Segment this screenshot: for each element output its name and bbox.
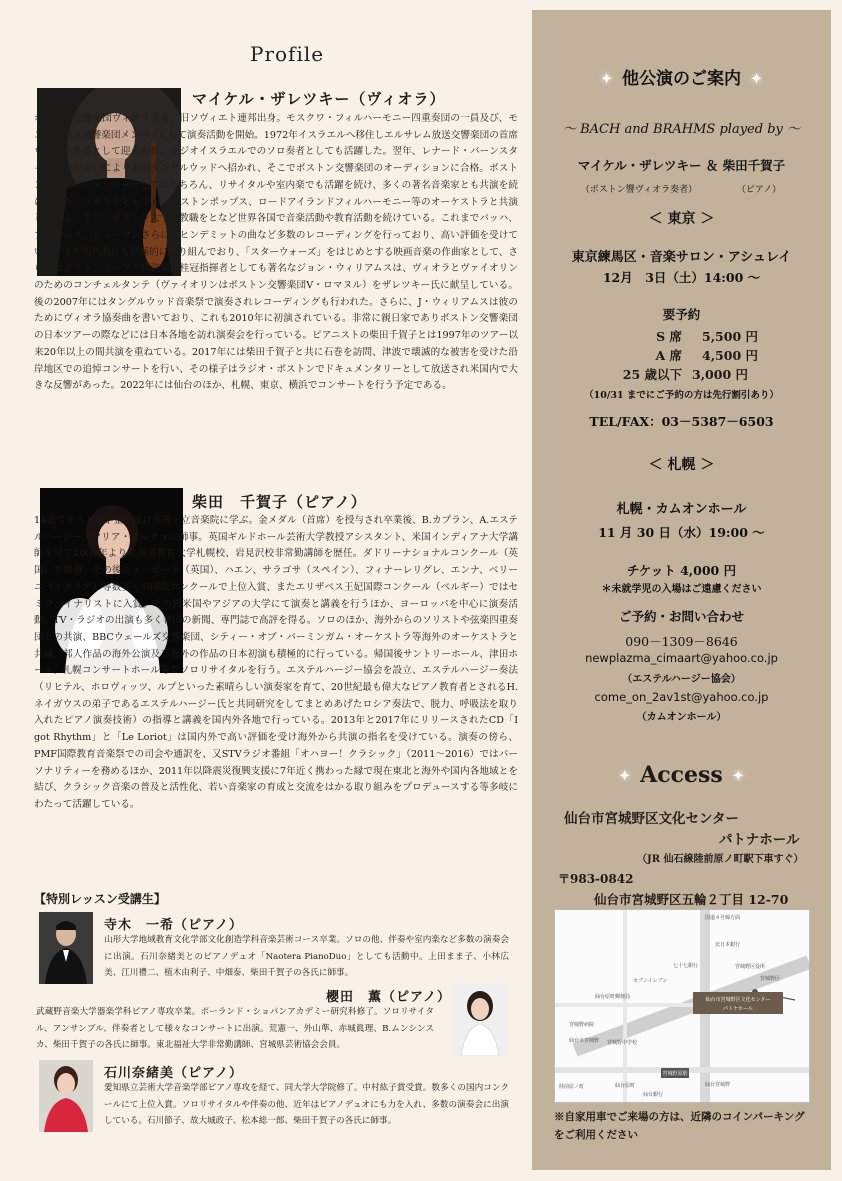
s-label: S 席 [656, 329, 682, 344]
s-price: 5,500 円 [702, 329, 758, 344]
student2-name: 櫻田 薫（ピアノ） [326, 990, 451, 1005]
map-station: 宮城野原駅 [662, 1071, 688, 1077]
map-fire: 仙台宮城野 [705, 1082, 731, 1088]
performer2-role: （ピアノ） [736, 185, 782, 195]
tokyo-tel: TEL/FAX：03－5387－6503 [589, 414, 774, 429]
access-address: 仙台市宮城野区五輪２丁目 12-70 [594, 892, 789, 907]
concert-subtitle: ～ BACH and BRAHMS played by ～ [562, 122, 800, 137]
tokyo-price-a [622, 346, 782, 364]
left-column [30, 0, 527, 1170]
u25-label: 25 歳以下 [622, 367, 682, 382]
tokyo-city: ＜ 東京 ＞ [648, 211, 715, 227]
tokyo-price-s [622, 327, 782, 345]
map-north-bank: 北日本銀行 [715, 942, 741, 948]
sparkle-icon: ✦ [732, 768, 744, 784]
sapporo-ticket-note: ＊未就学児の入場はご遠慮ください [601, 584, 762, 595]
a-price: 4,500 円 [702, 348, 758, 363]
map-center-line1: 仙台市宮城野区文化センター [705, 997, 771, 1003]
map-route45: 国道４号線方面 [705, 915, 741, 921]
access-venue2: パトナホール [719, 832, 800, 848]
contact-phone[interactable]: 090－1309－8646 [625, 634, 738, 649]
student1-bio: 山形大学地域教育文化学部文化創造学科音楽芸術コース卒業。ソロの他、伴奏や室内楽など多数の演奏会に出演。石川奈緒美とのピアノデュオ「Naotera PianoDuo」としても活動中。上田まま子、小林広美、江川禮二、植木由利子、中畑泰、柴田千賀子の各氏に師事。 [104, 935, 509, 978]
contact-email1-org: （エステルハージー協会） [622, 674, 741, 685]
performer-roles [532, 177, 831, 196]
profile-title: Profile [250, 42, 325, 66]
teraki-portrait-image [39, 912, 93, 984]
sparkle-icon: ✦ [751, 72, 762, 87]
contact-heading: ご予約・お問い合わせ [618, 609, 744, 624]
map-post: 仙台原町郵便局 [595, 994, 631, 1000]
artist2-bio: 14歳でリスト奨学金を受け英国王立音楽院に学ぶ。金メダル（首席）を授与され卒業後、B.カプラン、A.エステルハージー、マリア・クルチョに師事。英国ギルドホール芸術大学教授アシスタント、米国インディアナ大学講師を経て2000年より北海道教育大学札幌校、岩見沢校非常勤講師を歴任。ダドリーナショナルコンクール（英国）で優勝、その後ニューポート（英国）、ハエン、サラゴサ（スペイン）、フィナーレリグレ、エンナ、ベリーニ（イタリア）等数多くの国際コンクールで上位入賞、またエリザベス王妃国際コンクール（ベルギー）ではセミファイナリストに入賞。その間米国やアジアの大学にて演奏と講義を行うほか、ヨーロッパを中心に演奏活動、TV・ラジオの出演も多く各国の新聞、専門誌で高評を得る。ソロのほか、海外からのソリストや弦楽四重奏団との共演、BBCウェールズ交響楽団、シティー・オブ・バーミンガム・オーケストラ等海外のオーケストラと共演、邦人作品の海外公演及び海外の作品の日本初演も積極的に行っている。帰国後サントリーホール、津田ホール、札幌コンサートホール等でソロリサイタルを行う。エステルハージー協会を設立、エステルハージー奏法（リヒテル、ホロヴィッツ、ルプといった素晴らしい演奏家を育て、20世紀最も偉大なピアノ教育者とされるH.ネイガウスの弟子であるエステルハージー氏と共同研究をしてまとめあげたロシア奏法で、脱力、呼吸法を取り入れたピアノ演奏技術）の指導と講義を国内外各地で行っている。2013年と2017年にリリースされたCD「I got Rhythm」と「Le Loriot」は国内外で高い評価を受け海外から共演の指名を受けている。演奏の傍ら、PMF国際教育音楽祭での司会や通訳を、又STVラジオ番組「オハヨー！クラシック」（2011～2016）ではパーソナリティーを務めるほか、2011年以降震災復興支援に7年近く携わった縁で現在東北と海外や国内各地域とを結び、クラシック音楽の普及と活性化、若い音楽家の育成と交流をはかる取り組みをプロデュースする等多岐にわたって活躍している。 [34, 515, 518, 810]
ishikawa-photo [39, 1060, 93, 1132]
u25-price: 3,000 円 [692, 367, 748, 382]
a-label: A 席 [655, 348, 682, 363]
access-map [554, 909, 810, 1103]
map-center-line2: パトナホール [723, 1006, 753, 1012]
artist2-name: 柴田 千賀子（ピアノ） [192, 493, 367, 511]
map-jhs: 宮城野中学校 [607, 1040, 638, 1046]
tokyo-price-u25 [622, 365, 802, 383]
performer1-role: （ボストン響ヴィオラ奏者） [580, 185, 698, 195]
performers: マイケル・ザレツキー ＆ 柴田千賀子 [577, 158, 786, 173]
tokyo-early-discount: （10/31 までにご予約の方は先行割引あり） [584, 390, 779, 401]
teraki-photo [39, 912, 93, 984]
map-seven: セブンイレブン [633, 978, 668, 984]
artist1-bio: ボストン交響楽団ヴィオラ奏者。旧ソヴィエト連邦出身。モスクワ・フィルハーモニー四重奏団の一員及び、モスクワ放送交響楽団メンバーとして演奏活動を開始。1972年イスラエルへ移住しエルサレム放送交響楽団の首席ヴィオラ奏者として迎えられ、ラジオイスラエルでのソロ奏者としても活躍した。翌年、レナード・バーンスタインとの出会いにより米国タングルウッドへ招かれ、そこでボストン交響楽団のオーディションに合格。ボストン交響楽団のメンバーとしてはもちろん、リサイタルや室内楽でも活躍を続け、多くの著名音楽家とも共演を続けてきた。ソリストとしても、ボストンポップス、ロードアイランドフィルハーモニー等のオーケストラと共演している。また、ボストン大学で教職をとなど世界各国で音楽活動や教育活動を続けている。これまでバッハ、ブラームス、シューマンさらにはヒンデミットの曲など多数のレコーディングを行っており、高い評価を受けている。また現代曲にも積極的に取り組んでおり、「スターウォーズ」をはじめとする映画音楽の作曲家として、さらにはボストンポップス管弦楽団桂冠指揮者としても著名なジョン・ウィリアムスは、ヴィオラとヴァイオリンのためのコンチェルタンテ（ヴァイオリンはボストン交響楽団V・ロマヌル）をザレツキー氏に献呈している。後の2007年にはタングルウッド音楽祭で演奏されレコーディングも行われた。さらに、J・ウィリアムスは彼のためにヴィオラ協奏曲を書いており、これも2010年に初演されている。非常に親日家でありボストン交響楽団の日本ツアーの際などには日本各地を訪れ演奏会を行っている。ピアニストの柴田千賀子とは1997年のツアー以来20年以上の間共演を重ねている。2017年には柴田千賀子と共に石巻を訪問、津波で壊滅的な被害を受けた沿岸地区での追悼コンサートを行い、その様子はラジオ・ボストンでドキュメンタリーとして放送され米国内で大きな反響があった。2022年には仙台のほか、札幌、東京、横浜でコンサートを行う予定である。 [34, 113, 518, 392]
other-concerts-title: 他公演のご案内 [622, 69, 741, 89]
sapporo-venue: 札幌・カムオンホール [616, 502, 747, 517]
map-park: 仙台市宮城野 [569, 1038, 600, 1044]
map-77bank: 七十七銀行 [673, 963, 699, 969]
student3-name: 石川奈緒美（ピアノ） [104, 1066, 243, 1081]
contact-email1[interactable]: newplazma_cimaart@yahoo.co.jp [585, 651, 778, 665]
sapporo-city: ＜ 札幌 ＞ [648, 457, 715, 473]
contact-email2[interactable]: come_on_2av1st@yahoo.co.jp [594, 690, 769, 704]
info-panel [532, 10, 831, 1170]
map-cross: 仙台原町 [615, 1083, 636, 1089]
other-concerts-heading [532, 64, 831, 89]
map-hospital: 宮城野病院 [569, 1022, 595, 1028]
sakurada-portrait-image [453, 984, 507, 1056]
access-route: （JR 仙石線陸前原ノ町駅下車すぐ） [637, 854, 804, 865]
map-miyagino: 宮城野区 [760, 976, 781, 982]
tokyo-reservation: 要予約 [662, 307, 701, 322]
map-ward-office: 宮城野区役所 [735, 964, 766, 970]
access-heading [532, 762, 831, 788]
student1-name: 寺木 一希（ピアノ） [104, 918, 243, 933]
sapporo-date: 11 月 30 日（水）19:00 ～ [598, 525, 765, 540]
parking-note: ※自家用車でご来場の方は、近隣のコインパーキングをご利用ください [554, 1111, 805, 1141]
student3-bio: 愛知県立芸術大学音楽学部ピアノ専攻を経て、同大学大学院修了。中村紘子賞受賞。数多くの国内コンクールにて上位入賞。ソロリサイタルや伴奏の他、近年はピアノデュオにも力を入れ、多数の演奏会に出演している。石川節子、故大城政子、松本総一郎、柴田千賀子の各氏に師事。 [104, 1083, 509, 1126]
ishikawa-portrait-image [39, 1060, 93, 1132]
contact-email2-org: （カムオンホール） [636, 712, 727, 723]
tokyo-date: 12月 3日（土）14:00 ～ [602, 270, 761, 285]
student2-bio: 武蔵野音楽大学器楽学科ピアノ専攻卒業。ポーランド・ショパンアカデミー研究科修了。ソロリサイタル、アンサンブル、伴奏者として様々なコンサートに出演。荒憲一、外山準、赤城眞理、B.ムンシンスカ、柴田千賀子の各氏に師事。東北福祉大学非常勤講師、宮城県芸術協会会員。 [36, 1007, 434, 1050]
artist1-name: マイケル・ザレツキー（ヴィオラ） [192, 90, 446, 108]
map-rikuzen: 陸前原ノ町 [559, 1084, 585, 1090]
sapporo-ticket: チケット 4,000 円 [626, 563, 737, 578]
access-postal: 〒983-0842 [558, 872, 634, 886]
sparkle-icon: ✦ [619, 768, 631, 784]
tokyo-venue: 東京練馬区・音楽サロン・アシュレイ [571, 250, 792, 265]
map-graphic [555, 910, 809, 1102]
map-bank: 仙台銀行 [643, 1092, 664, 1098]
access-title: Access [640, 762, 723, 788]
sakurada-photo [453, 984, 507, 1056]
access-venue1: 仙台市宮城野区文化センター [564, 811, 739, 827]
lesson-heading: 【特別レッスン受講生】 [34, 892, 166, 906]
sparkle-icon: ✦ [601, 72, 612, 87]
